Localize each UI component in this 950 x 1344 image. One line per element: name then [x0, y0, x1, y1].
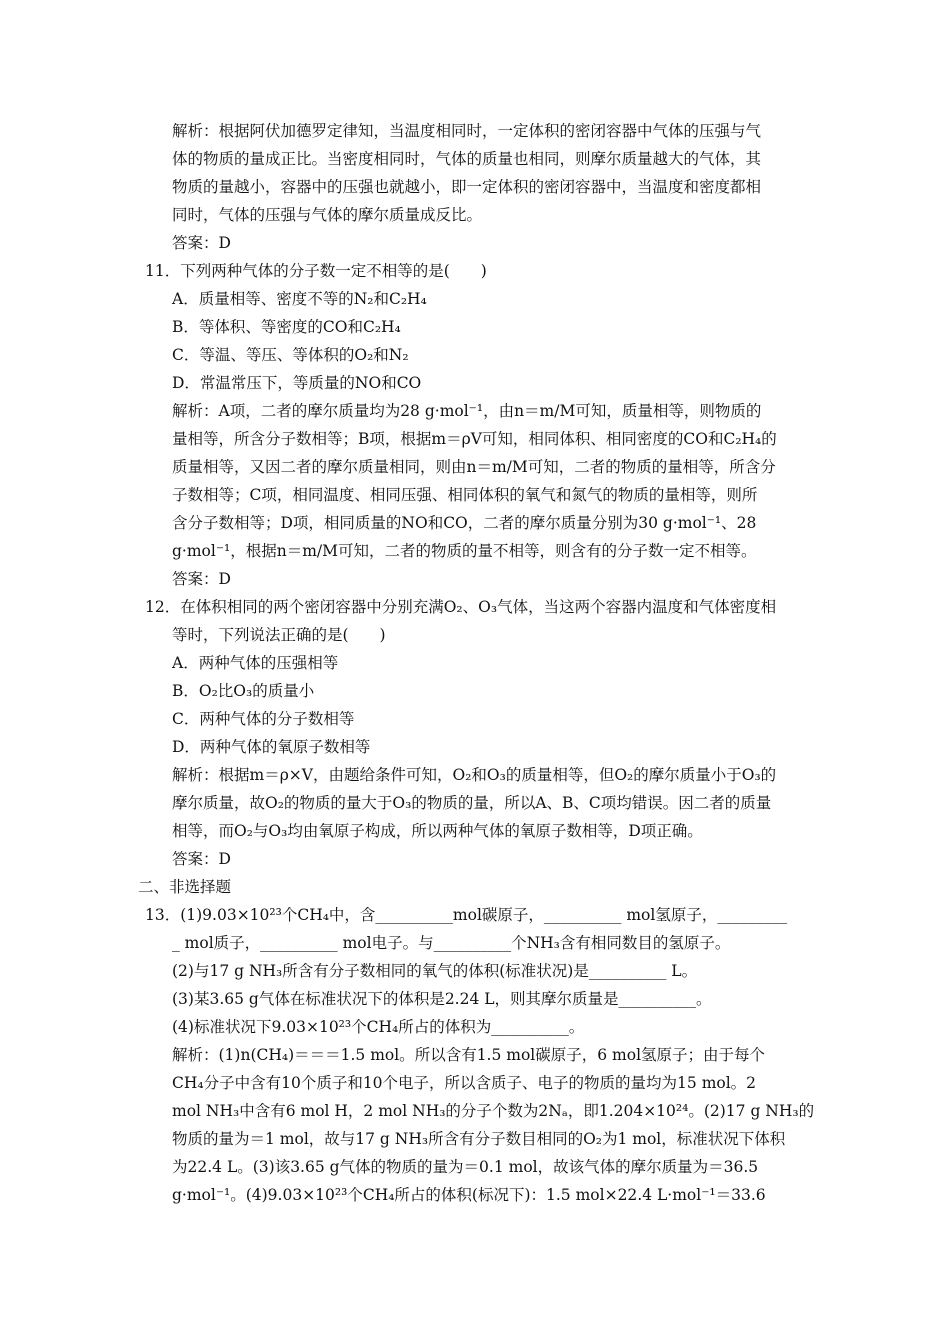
option-a: A．两种气体的压强相等 [172, 654, 339, 672]
option-d: D．两种气体的氧原子数相等 [172, 738, 371, 756]
text-line: CH₄分子中含有10个质子和10个电子，所以含质子、电子的物质的量均为15 mol。2 [172, 1074, 757, 1092]
answer-line: 答案：D [172, 234, 231, 252]
text-line: (2)与17 g NH₃所含有分子数相同的氧气的体积(标准状况)是__________ L。 [172, 962, 698, 980]
text-line: 为22.4 L。(3)该3.65 g气体的物质的量为＝0.1 mol，故该气体的摩尔质量为＝36.5 [172, 1158, 759, 1176]
option-c: C．等温、等压、等体积的O₂和N₂ [172, 346, 409, 364]
text-line: (4)标准状况下9.03×10²³个CH₄所占的体积为__________。 [172, 1018, 585, 1036]
text-line: 相等，而O₂与O₃均由氧原子构成，所以两种气体的氧原子数相等，D项正确。 [172, 822, 703, 840]
question-13: 13．(1)9.03×10²³个CH₄中，含__________mol碳原子，__________ mol氢原子，_________ [145, 906, 788, 924]
option-b: B．O₂比O₃的质量小 [172, 682, 315, 700]
section-heading: 二、非选择题 [138, 878, 232, 896]
text-line: 质量相等，又因二者的摩尔质量相同，则由n＝m/M可知，二者的物质的量相等，所含分 [172, 458, 776, 476]
text-line: 子数相等；C项，相同温度、相同压强、相同体积的氧气和氮气的物质的量相等，则所 [172, 486, 758, 504]
option-a: A．质量相等、密度不等的N₂和C₂H₄ [172, 290, 427, 308]
option-c: C．两种气体的分子数相等 [172, 710, 355, 728]
text-line: g·mol⁻¹。(4)9.03×10²³个CH₄所占的体积(标况下)：1.5 mol×22.4 L·mol⁻¹＝33.6 [172, 1186, 766, 1204]
option-d: D．常温常压下，等质量的NO和CO [172, 374, 422, 392]
text-line: 解析：(1)n(CH₄)＝＝＝1.5 mol。所以含有1.5 mol碳原子，6 mol氢原子；由于每个 [172, 1046, 766, 1064]
answer-line: 答案：D [172, 570, 231, 588]
text-line: 解析：根据阿伏加德罗定律知，当温度相同时，一定体积的密闭容器中气体的压强与气 [172, 122, 762, 140]
option-b: B．等体积、等密度的CO和C₂H₄ [172, 318, 401, 336]
text-line: g·mol⁻¹，根据n＝m/M可知，二者的物质的量不相等，则含有的分子数一定不相等。 [172, 542, 757, 560]
text-line: 物质的量越小，容器中的压强也就越小，即一定体积的密闭容器中，当温度和密度都相 [172, 178, 762, 196]
text-line: (3)某3.65 g气体在标准状况下的体积是2.24 L，则其摩尔质量是__________。 [172, 990, 712, 1008]
text-line: _ mol质子，__________ mol电子。与__________个NH₃含有相同数目的氢原子。 [172, 934, 731, 952]
question-11: 11．下列两种气体的分子数一定不相等的是( ) [145, 262, 487, 280]
question-12: 12．在体积相同的两个密闭容器中分别充满O₂、O₃气体，当这两个容器内温度和气体密度相 [145, 598, 777, 616]
text-line: 体的物质的量成正比。当密度相同时，气体的质量也相同，则摩尔质量越大的气体，其 [172, 150, 762, 168]
text-line: 解析：根据m＝ρ×V，由题给条件可知，O₂和O₃的质量相等，但O₂的摩尔质量小于O₃的 [172, 766, 777, 784]
text-line: 含分子数相等；D项，相同质量的NO和CO，二者的摩尔质量分别为30 g·mol⁻¹、28 [172, 514, 757, 532]
text-line: 同时，气体的压强与气体的摩尔质量成反比。 [172, 206, 483, 224]
text-line: 摩尔质量，故O₂的物质的量大于O₃的物质的量，所以A、B、C项均错误。因二者的质量 [172, 794, 772, 812]
text-line: 量相等，所含分子数相等；B项，根据m＝ρV可知，相同体积、相同密度的CO和C₂H₄的 [172, 430, 777, 448]
text-line: mol NH₃中含有6 mol H，2 mol NH₃的分子个数为2Nₐ，即1.204×10²⁴。(2)17 g NH₃的 [172, 1102, 815, 1120]
text-line: 物质的量为＝1 mol，故与17 g NH₃所含有分子数目相同的O₂为1 mol，标准状况下体积 [172, 1130, 786, 1148]
text-line: 解析：A项，二者的摩尔质量均为28 g·mol⁻¹，由n＝m/M可知，质量相等，则物质的 [172, 402, 762, 420]
text-line: 等时，下列说法正确的是( ) [172, 626, 386, 644]
answer-line: 答案：D [172, 850, 231, 868]
